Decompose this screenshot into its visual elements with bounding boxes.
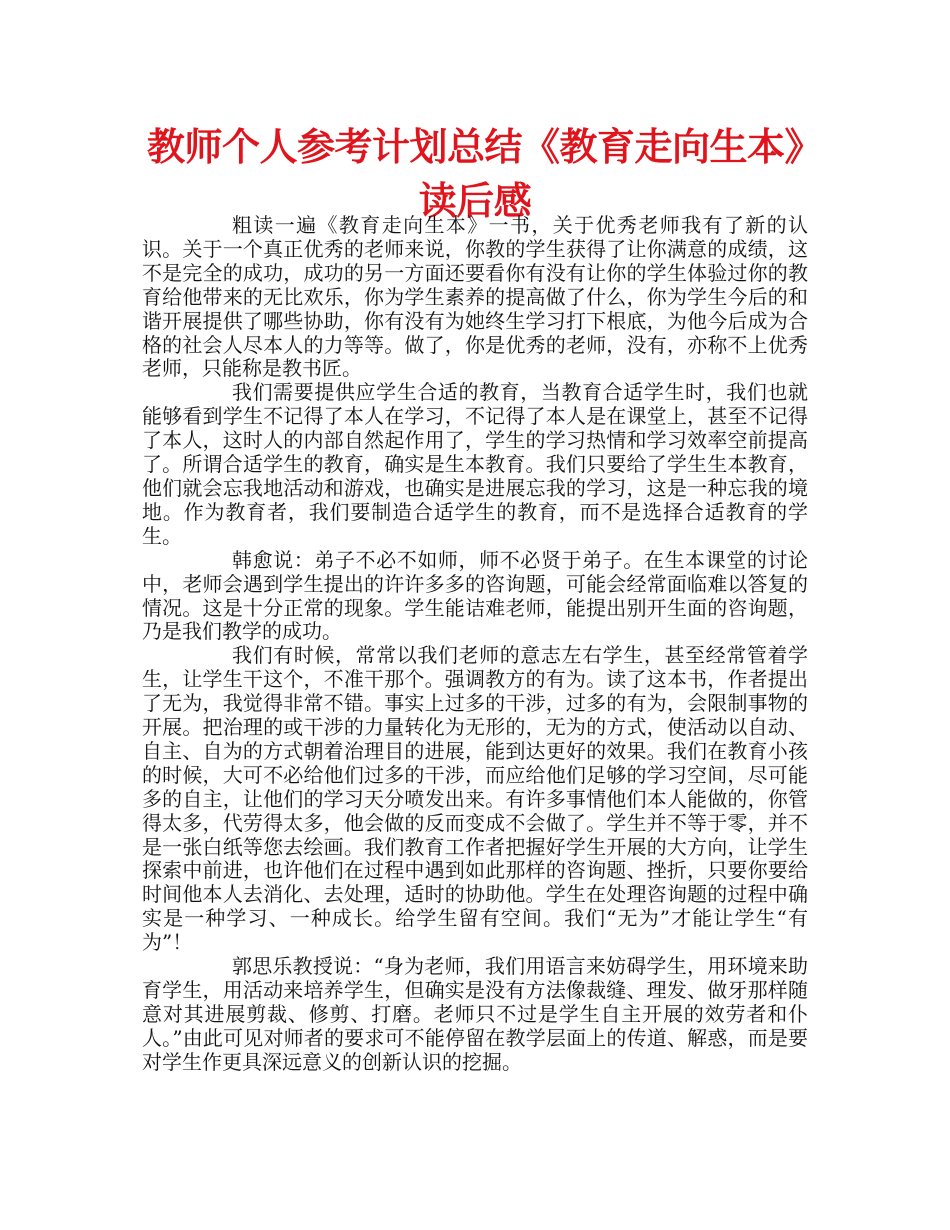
paragraph: 我们有时候，常常以我们老师的意志左右学生，甚至经常管着学生，让学生干这个，不准干那个。强调教方的有为。读了这本书，作者提出了无为，我觉得非常不错。事实上过多的干涉，过多的有为，会限制事物的开展。把治理的或干涉的力量转化为无形的，无为的方式，使活动以自动、自主、自为的方式朝着治理目的进展，能到达更好的效果。我们在教育小孩的时候，大可不必给他们过多的干涉，而应给他们足够的学习空间，尽可能多的自主，让他们的学习天分喷发出来。有许多事情他们本人能做的，你管得太多，代劳得太多，他会做的反而变成不会做了。学生并不等于零，并不是一张白纸等您去绘画。我们教育工作者把握好学生开展的大方向，让学生探索中前进，也许他们在过程中遇到如此那样的咨询题、挫折，只要你要给时间他本人去消化、去处理，适时的协助他。学生在处理咨询题的过程中确实是一种学习、一种成长。给学生留有空间。我们“无为”才能让学生“有为”！ <box>142 643 808 955</box>
paragraph: 粗读一遍《教育走向生本》一书，关于优秀老师我有了新的认识。关于一个真正优秀的老师来说，你教的学生获得了让你满意的成绩，这不是完全的成功，成功的另一方面还要看你有没有让你的学生体验过你的教育给他带来的无比欢乐，你为学生素养的提高做了什么，你为学生今后的和谐开展提供了哪些协助，你有没有为她终生学习打下根底，为他今后成为合格的社会人尽本人的力等等。做了，你是优秀的老师，没有，亦称不上优秀老师，只能称是教书匠。 <box>142 213 808 381</box>
document-body <box>142 214 808 1075</box>
paragraph: 韩愈说：弟子不必不如师，师不必贤于弟子。在生本课堂的讨论中，老师会遇到学生提出的许许多多的咨询题，可能会经常面临难以答复的情况。这是十分正常的现象。学生能诘难老师，能提出别开生面的咨询题，乃是我们教学的成功。 <box>142 547 808 644</box>
document-title: 教师个人参考计划总结《教育走向生本》读后感 <box>146 125 803 223</box>
paragraph: 郭思乐教授说：“身为老师，我们用语言来妨碍学生，用环境来助育学生，用活动来培养学生，但确实是没有方法像裁缝、理发、做牙那样随意对其进展剪裁、修剪、打磨。老师只不过是学生自主开展的效劳者和仆人。”由此可见对师者的要求可不能停留在教学层面上的传道、解惑，而是要对学生作更具深远意义的创新认识的挖掘。 <box>142 954 808 1074</box>
paragraph: 我们需要提供应学生合适的教育，当教育合适学生时，我们也就能够看到学生不记得了本人在学习，不记得了本人是在课堂上，甚至不记得了本人，这时人的内部自然起作用了，学生的学习热情和学习效率空前提高了。所谓合适学生的教育，确实是生本教育。我们只要给了学生生本教育，他们就会忘我地活动和游戏，也确实是进展忘我的学习，这是一种忘我的境地。作为教育者，我们要制造合适学生的教育，而不是选择合适教育的学生。 <box>142 380 808 548</box>
